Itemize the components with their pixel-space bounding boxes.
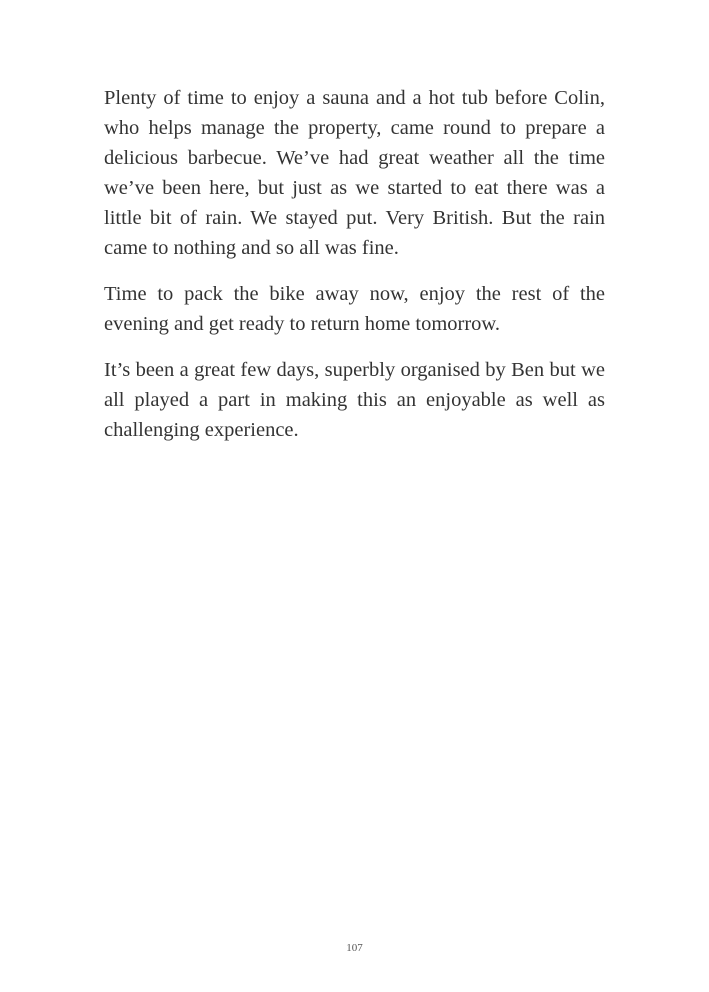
page-number: 107 xyxy=(346,942,363,954)
paragraph-great-few-days: It’s been a great few days, superbly organised by Ben but we all played a part in making this an enjoyable as well as challenging experience. xyxy=(104,359,605,441)
paragraph-barbecue: Plenty of time to enjoy a sauna and a hot tub before Colin, who helps manage the property, came round to prepare a delicious barbecue. We’ve had great weather all the time we’ve been here, but just as we started to eat there was a little bit of rain. We stayed put. Very British. But the rain came to nothing and so all was fine. xyxy=(104,87,605,259)
paragraph-pack-bike: Time to pack the bike away now, enjoy the rest of the evening and get ready to return home tomorrow. xyxy=(104,283,605,335)
body-text xyxy=(104,83,605,461)
